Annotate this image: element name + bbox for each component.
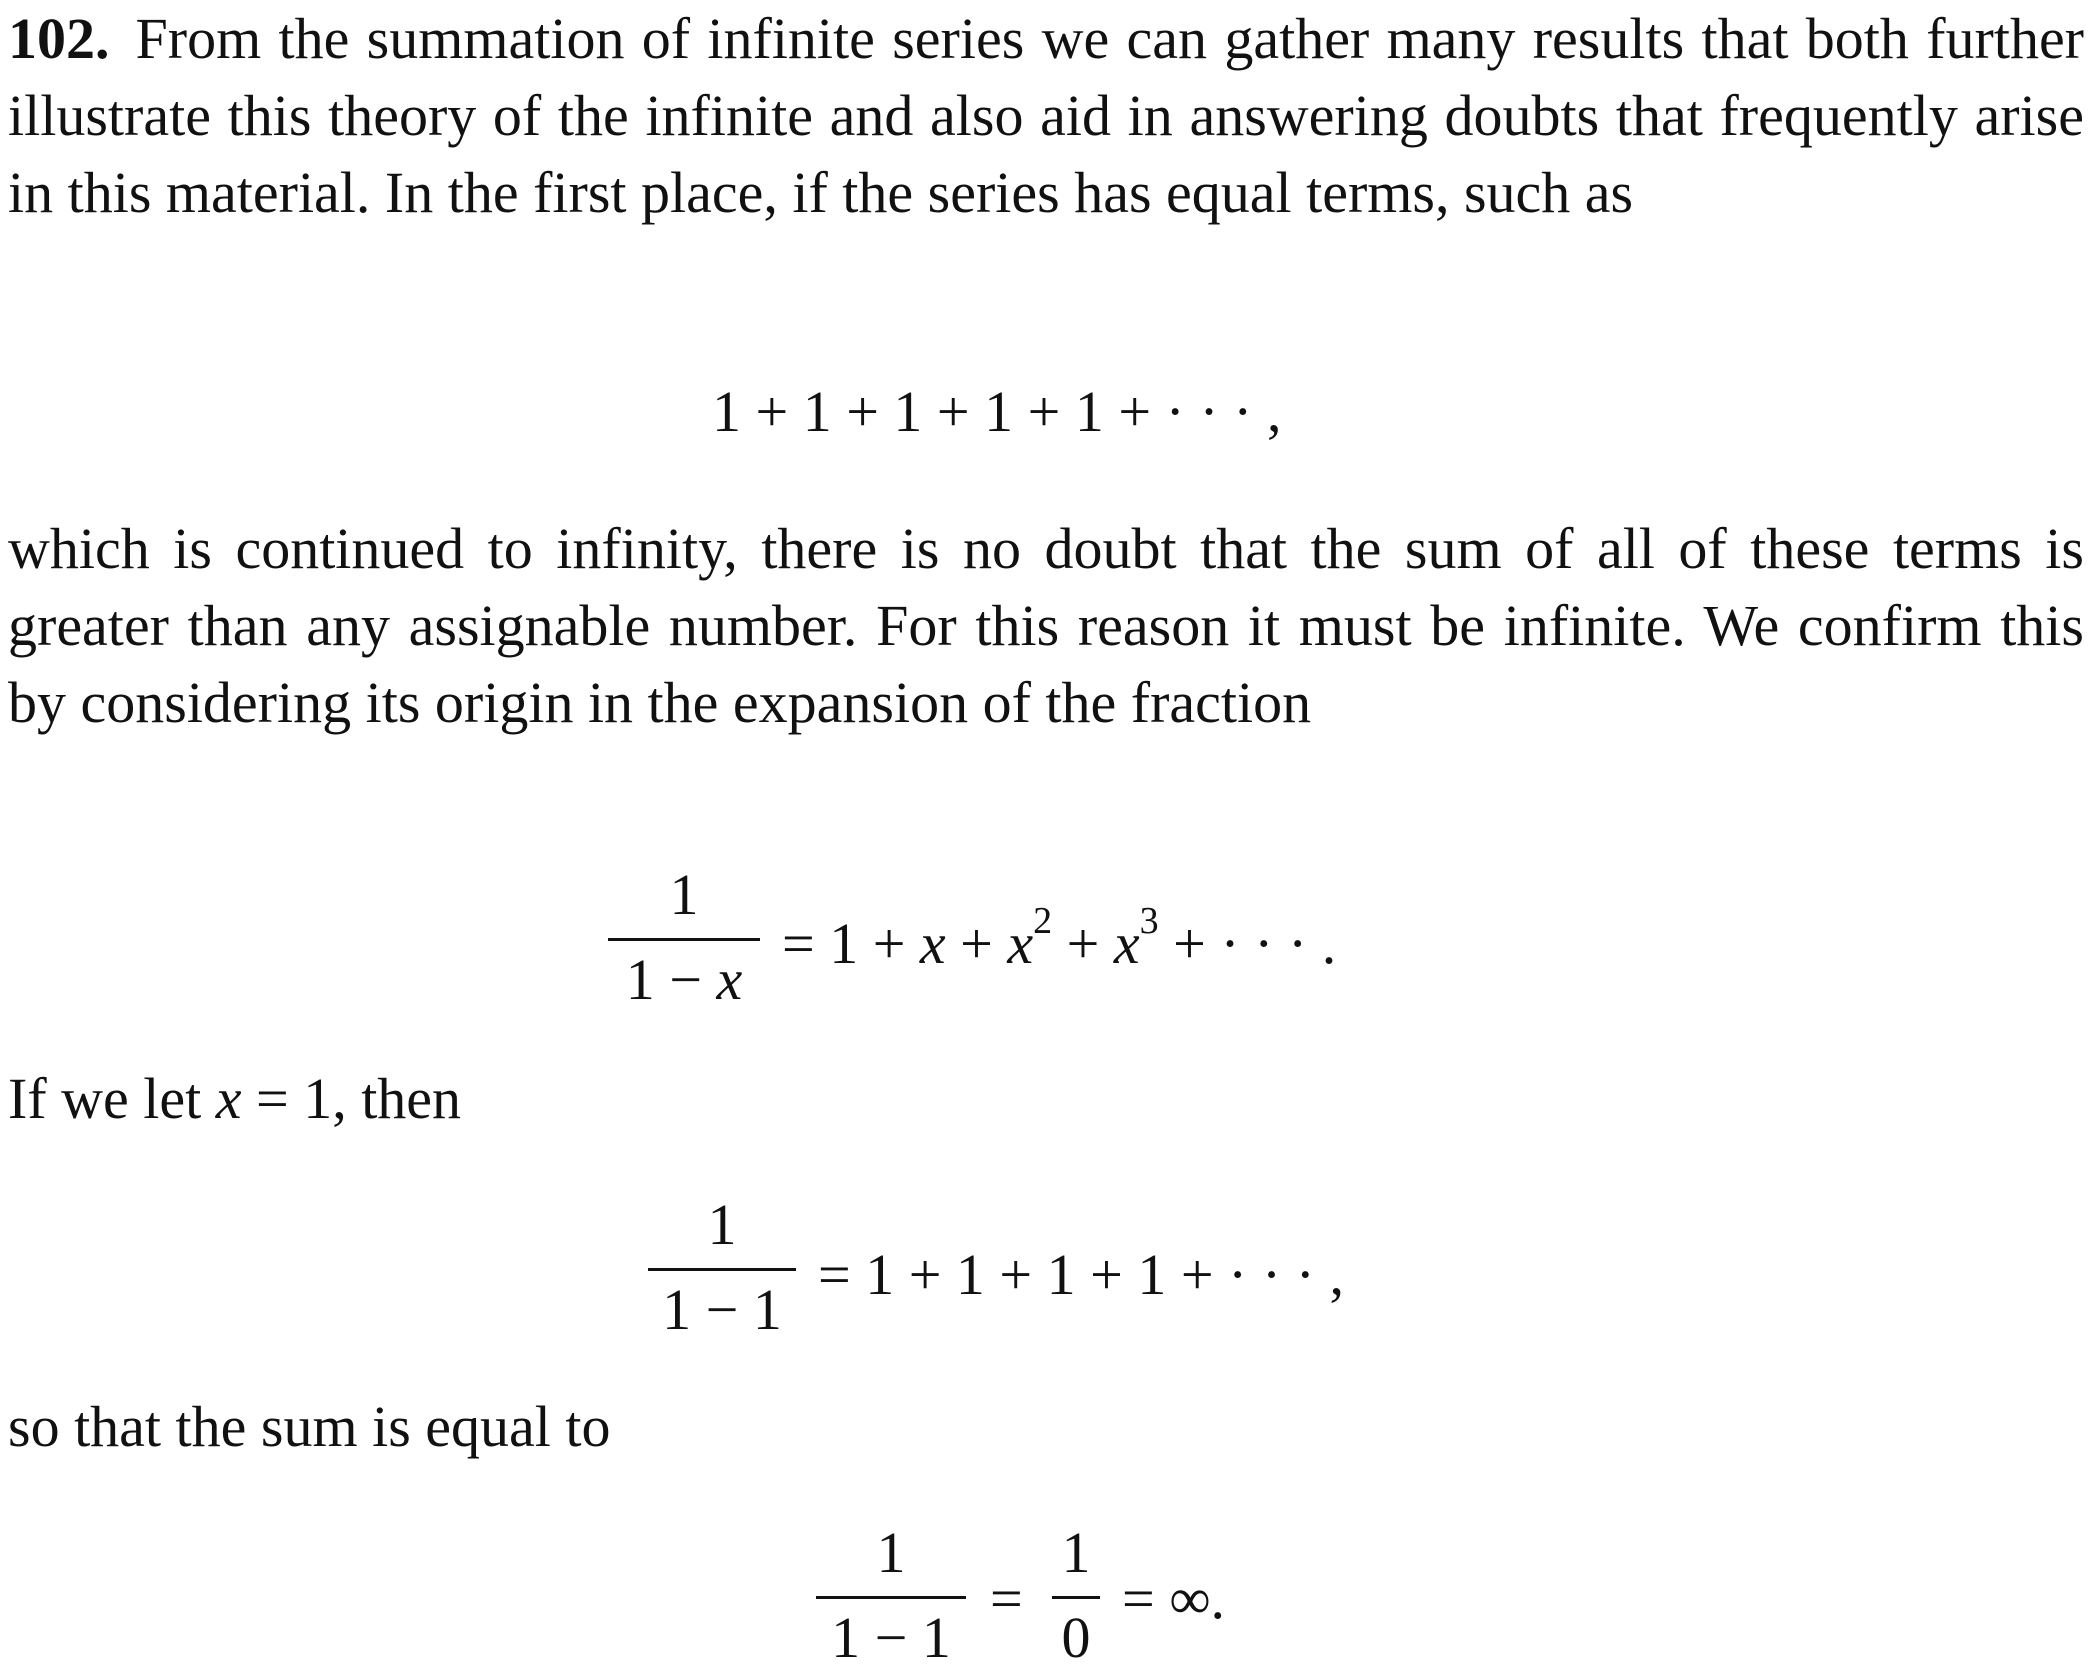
text-let-x-equal-1: If we let x = 1, then [8, 1066, 462, 1131]
fraction-1-over-0 [1052, 1520, 1100, 1670]
equation-series-ones: 1 + 1 + 1 + 1 + 1 + · · · , [712, 379, 1282, 444]
fraction-denominator: 0 [1061, 1605, 1091, 1670]
paragraph-infinite: which is continued to infinity, there is no doubt that the sum of all of these terms is greater than any assignable number. For this reason it must be infinite. We confirm this by considering its origin in the expansion of the fraction [8, 516, 2084, 735]
paragraph-intro [8, 0, 2084, 231]
fraction-numerator: 1 [876, 1520, 906, 1585]
section-number: 102. [8, 6, 110, 71]
fraction-1-over-1-minus-1-b [816, 1520, 966, 1670]
fraction-denominator: 1 − x [625, 947, 743, 1012]
fraction-denominator: 1 − 1 [831, 1605, 951, 1670]
fraction-numerator: 1 [669, 862, 699, 927]
fraction-1-over-1-minus-x [608, 862, 760, 1012]
fraction-denominator: 1 − 1 [662, 1277, 782, 1342]
fraction-1-over-1-minus-1 [648, 1192, 796, 1342]
paragraph-intro-text: From the summation of infinite series we can gather many results that both further illustrate this theory of the infinite and also aid in answering doubts that frequently arise in this material. In the first place, if the series has equal terms, such as [8, 6, 2084, 225]
equation-sum-of-ones: = 1 + 1 + 1 + 1 + · · · , [818, 1242, 1344, 1307]
equation-equals-infinity: = ∞. [1122, 1566, 1226, 1631]
equation-geometric-expansion: = $1 + x + x^2 + x^3$ + · · · . [782, 900, 1337, 976]
equals-sign: = [990, 1566, 1023, 1631]
text-sum-equal-to: so that the sum is equal to [8, 1394, 611, 1459]
fraction-numerator: 1 [1061, 1520, 1091, 1585]
fraction-numerator: 1 [707, 1192, 737, 1257]
